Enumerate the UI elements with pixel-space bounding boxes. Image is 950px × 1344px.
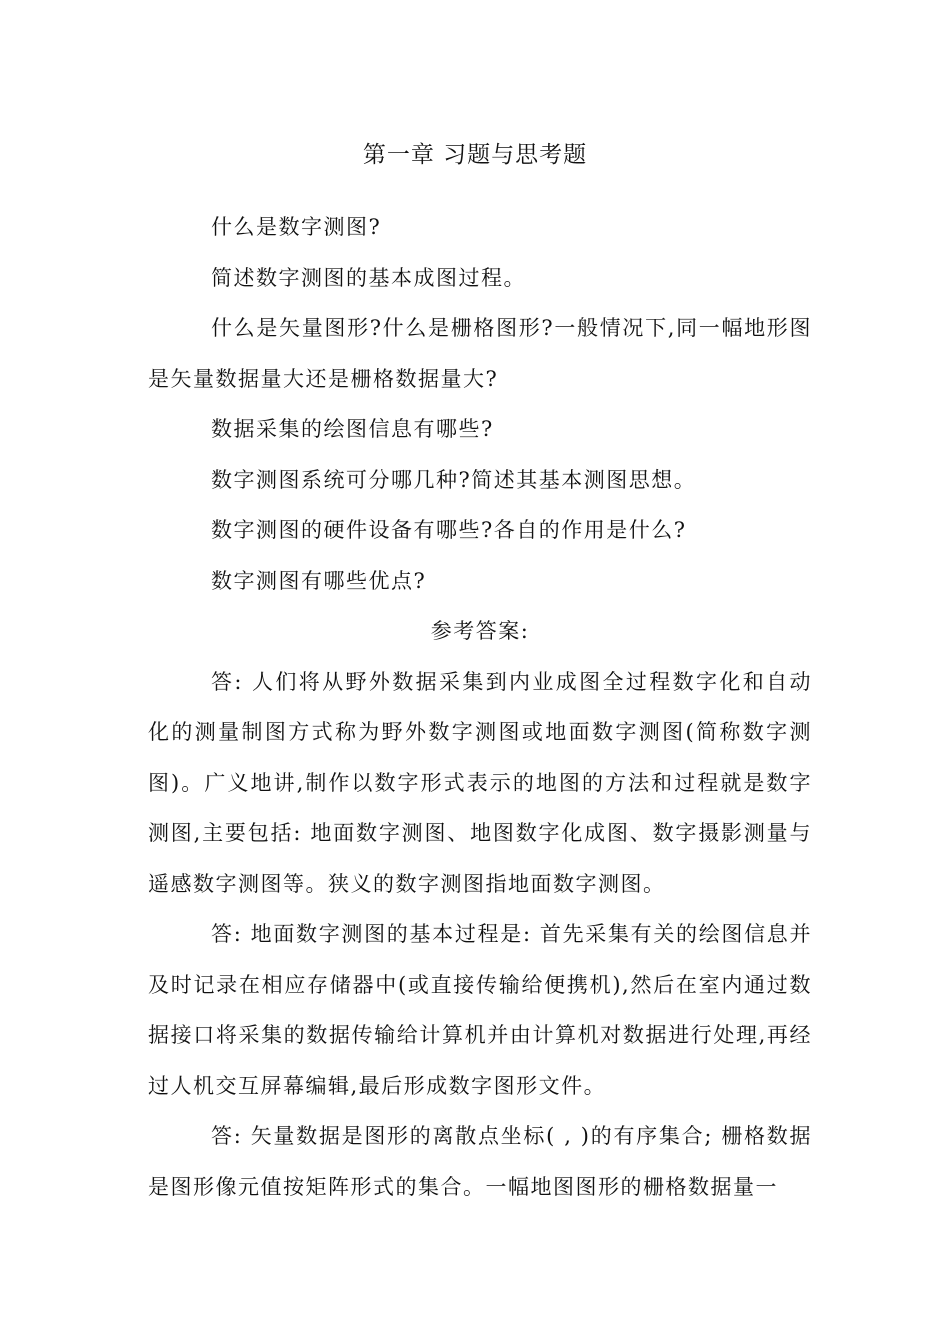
question-7: 数字测图有哪些优点? — [211, 568, 427, 593]
answer-2: 答: 地面数字测图的基本过程是: 首先采集有关的绘图信息并及时记录在相应存储器中(或直接传输给便携机),然后在室内通过数据接口将采集的数据传输给计算机并由计算机对数据进行处理,再经过人机交互屏幕编辑,最后形成数字图形文件。 — [148, 922, 812, 1098]
answer-3: 答: 矢量数据是图形的离散点坐标( , )的有序集合; 栅格数据是图形像元值按矩阵形式的集合。一幅地图图形的栅格数据量一 — [148, 1124, 812, 1199]
question-2: 简述数字测图的基本成图过程。 — [211, 265, 526, 290]
question-5: 数字测图系统可分哪几种?简述其基本测图思想。 — [211, 467, 697, 492]
chapter-title: 第一章 习题与思考题 — [362, 142, 588, 168]
question-1: 什么是数字测图? — [211, 215, 382, 239]
question-3: 什么是矢量图形?什么是栅格图形?一般情况下,同一幅地形图是矢量数据量大还是栅格数据量大? — [148, 316, 812, 391]
answer-1: 答: 人们将从野外数据采集到内业成图全过程数字化和自动化的测量制图方式称为野外数字测图或地面数字测图(简称数字测图)。广义地讲,制作以数字形式表示的地图的方法和过程就是数字测图,主要包括: 地面数字测图、地图数字化成图、数字摄影测量与遥感数字测图等。狭义的数字测图指地面数字测图。 — [148, 669, 812, 896]
document-body — [148, 202, 812, 1212]
answers-heading: 参考答案: — [430, 619, 530, 643]
question-4: 数据采集的绘图信息有哪些? — [211, 417, 494, 441]
question-6: 数字测图的硬件设备有哪些?各自的作用是什么? — [211, 518, 687, 542]
